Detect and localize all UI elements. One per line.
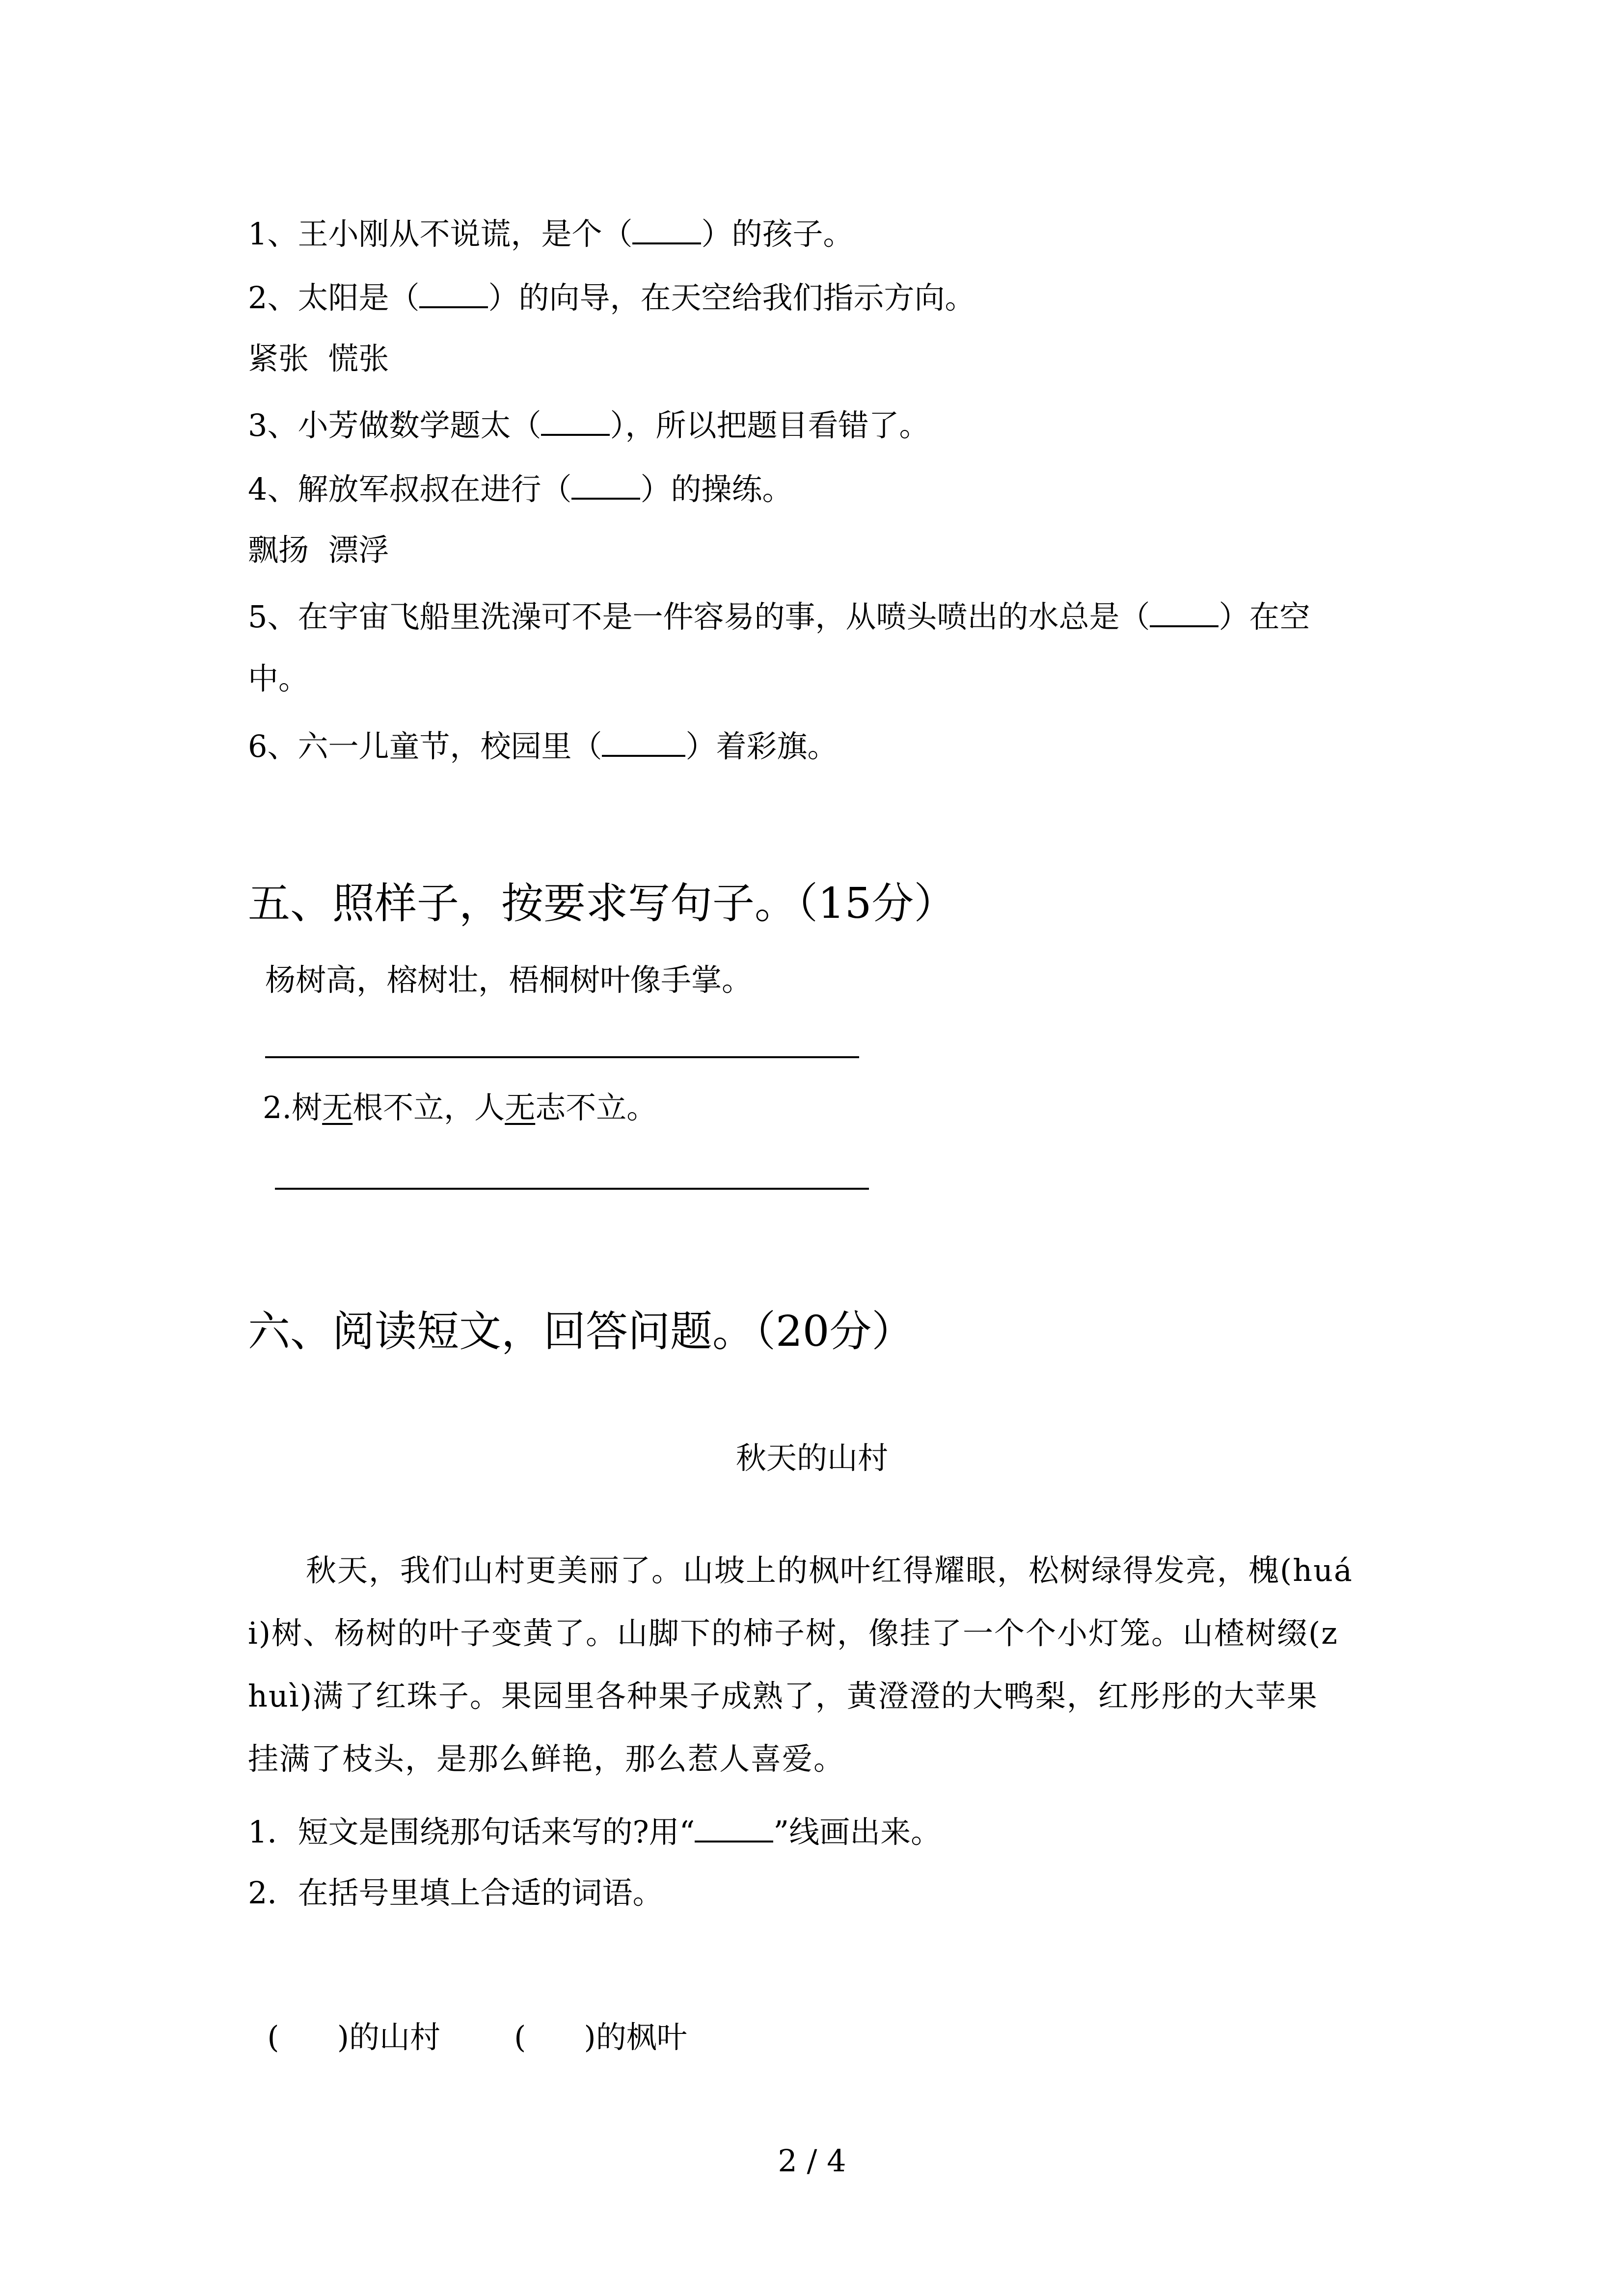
question-3: 3、小芳做数学题太（ ），所以把题目看错了。 — [248, 407, 930, 443]
question-1: 1、王小刚从不说谎，是个（ ）的孩子。 — [248, 216, 854, 252]
sentence-2: 2.树无根不立，人无志不立。 — [263, 1090, 657, 1125]
passage — [248, 1539, 1387, 1790]
answer-blank[interactable] — [571, 471, 640, 500]
section-5-heading: 五、照样子，按要求写句子。（15分） — [248, 879, 956, 928]
reading-question-2: 2．在括号里填上合适的词语。 — [248, 1875, 663, 1911]
answer-blank[interactable] — [632, 216, 701, 244]
answer-blank[interactable] — [419, 280, 488, 308]
passage-title: 秋天的山村 — [735, 1440, 888, 1476]
fill-item[interactable]: ( )的枫叶 — [514, 2019, 687, 2055]
passage-line: 秋天，我们山村更美丽了。山坡上的枫叶红得耀眼，松树绿得发亮，槐(huá — [306, 1552, 1353, 1588]
example-sentence: 杨树高，榕树壮，梧桐树叶像手掌。 — [265, 962, 753, 998]
answer-line[interactable] — [265, 1056, 859, 1058]
word-choices: 紧张 慌张 — [248, 341, 389, 376]
section-6-heading: 六、阅读短文，回答问题。（20分） — [248, 1307, 914, 1356]
answer-line[interactable] — [275, 1188, 869, 1190]
underlined-word: 无 — [322, 1090, 353, 1125]
word-choices: 飘扬 漂浮 — [248, 532, 389, 568]
question-5-continued: 中。 — [248, 661, 309, 696]
fill-in-row — [248, 1992, 687, 2053]
question-6: 6、六一儿童节，校园里（ ）着彩旗。 — [248, 728, 838, 764]
question-2: 2、太阳是（ ）的向导，在天空给我们指示方向。 — [248, 280, 975, 316]
reading-question-1: 1．短文是围绕那句话来写的?用“ ”线画出来。 — [248, 1814, 942, 1850]
answer-blank[interactable] — [602, 728, 685, 757]
answer-blank[interactable] — [541, 407, 610, 436]
page-number: 2 / 4 — [778, 2143, 846, 2179]
passage-line: 挂满了枝头，是那么鲜艳，那么惹人喜爱。 — [248, 1741, 845, 1777]
underlined-word: 无 — [505, 1090, 536, 1125]
passage-line: huì)满了红珠子。果园里各种果子成熟了，黄澄澄的大鸭梨，红彤彤的大苹果 — [248, 1678, 1318, 1714]
fill-item[interactable]: ( )的山村 — [267, 2019, 441, 2055]
answer-blank[interactable] — [1150, 599, 1218, 627]
answer-blank[interactable] — [695, 1814, 773, 1842]
question-4: 4、解放军叔叔在进行（ ）的操练。 — [248, 471, 793, 507]
question-5: 5、在宇宙飞船里洗澡可不是一件容易的事，从喷头喷出的水总是（ ）在空 — [248, 599, 1310, 635]
passage-line: i)树、杨树的叶子变黄了。山脚下的柿子树，像挂了一个个小灯笼。山楂树缀(z — [248, 1615, 1338, 1651]
